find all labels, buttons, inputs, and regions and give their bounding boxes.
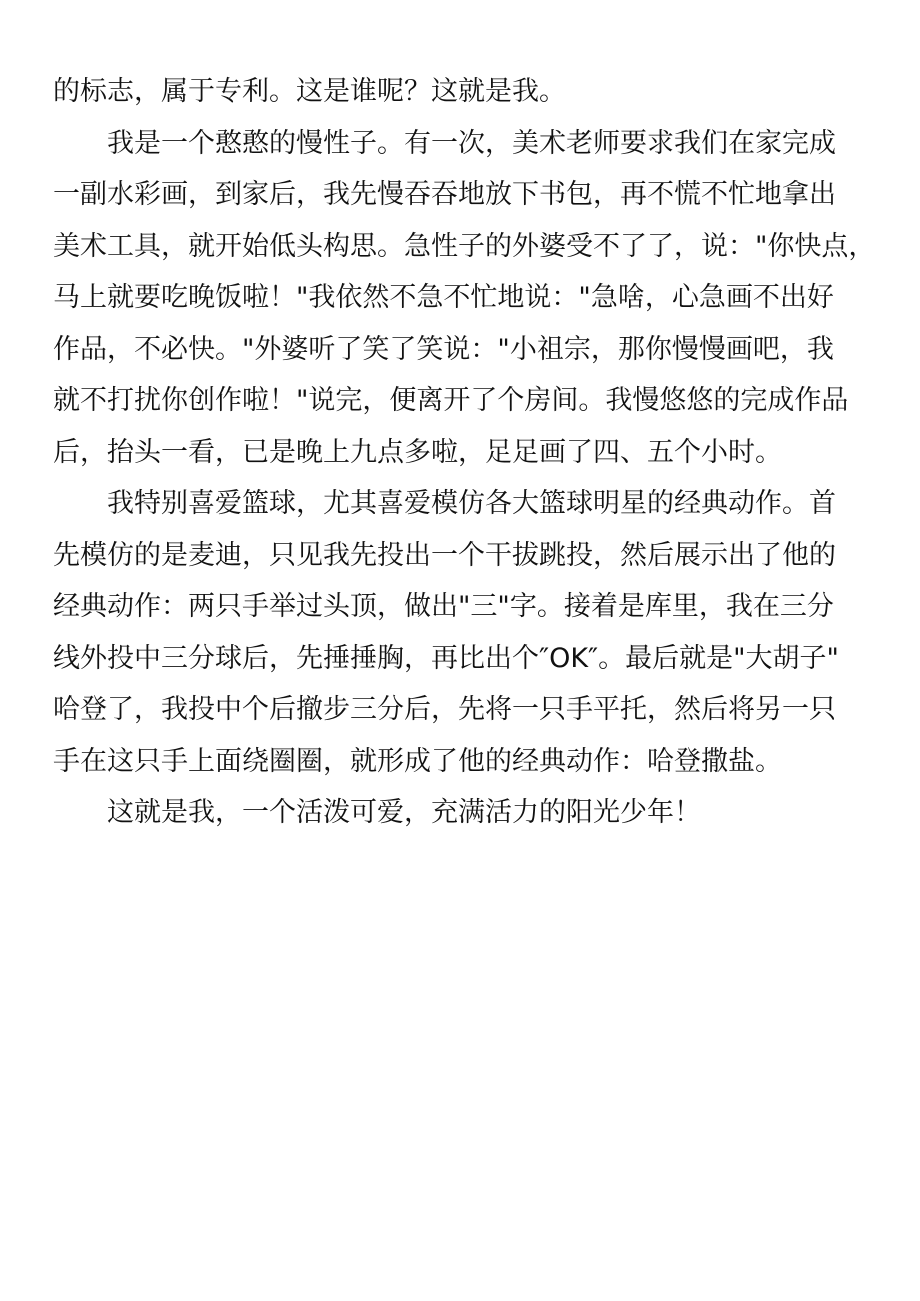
text-line-8: 后，抬头一看，已是晚上九点多啦，足足画了四、五个小时。 [53,436,782,468]
text-line-13: 哈登了，我投中个后撤步三分后，先将一只手平托，然后将另一只 [53,694,836,725]
text-line-5: 马上就要吃晚饭啦！"我依然不急不忙地说："急啥，心急画不出好 [53,282,834,313]
text-line-1: 的标志，属于专利。这是谁呢？这就是我。 [53,76,566,107]
text-line-6: 作品，不必快。"外婆听了笑了笑说："小祖宗，那你慢慢画吧，我 [53,333,834,365]
text-line-12: 线外投中三分球后，先捶捶胸，再比出个″OK″。最后就是"大胡子" [53,642,839,674]
text-line-3: 一副水彩画，到家后，我先慢吞吞地放下书包，再不慌不忙地拿出 [53,179,836,210]
paragraph-start-line: 我特别喜爱篮球，尤其喜爱模仿各大篮球明星的经典动作。首 [107,488,836,519]
text-line-14: 手在这只手上面绕圈圈，就形成了他的经典动作：哈登撒盐。 [53,745,782,777]
paragraph-start-line: 我是一个憨憨的慢性子。有一次，美术老师要求我们在家完成 [107,127,836,159]
text-line-10: 先模仿的是麦迪，只见我先投出一个干拔跳投，然后展示出了他的 [53,539,836,571]
text-line-4: 美术工具，就开始低头构思。急性子的外婆受不了了，说："你快点， [53,230,876,262]
text-line-7: 就不打扰你创作啦！"说完，便离开了个房间。我慢悠悠的完成作品 [53,385,849,416]
paragraph-start-line: 这就是我，一个活泼可爱，充满活力的阳光少年！ [107,797,701,828]
text-line-11: 经典动作：两只手举过头顶，做出"三"字。接着是库里，我在三分 [53,591,834,622]
document-body [53,66,876,839]
